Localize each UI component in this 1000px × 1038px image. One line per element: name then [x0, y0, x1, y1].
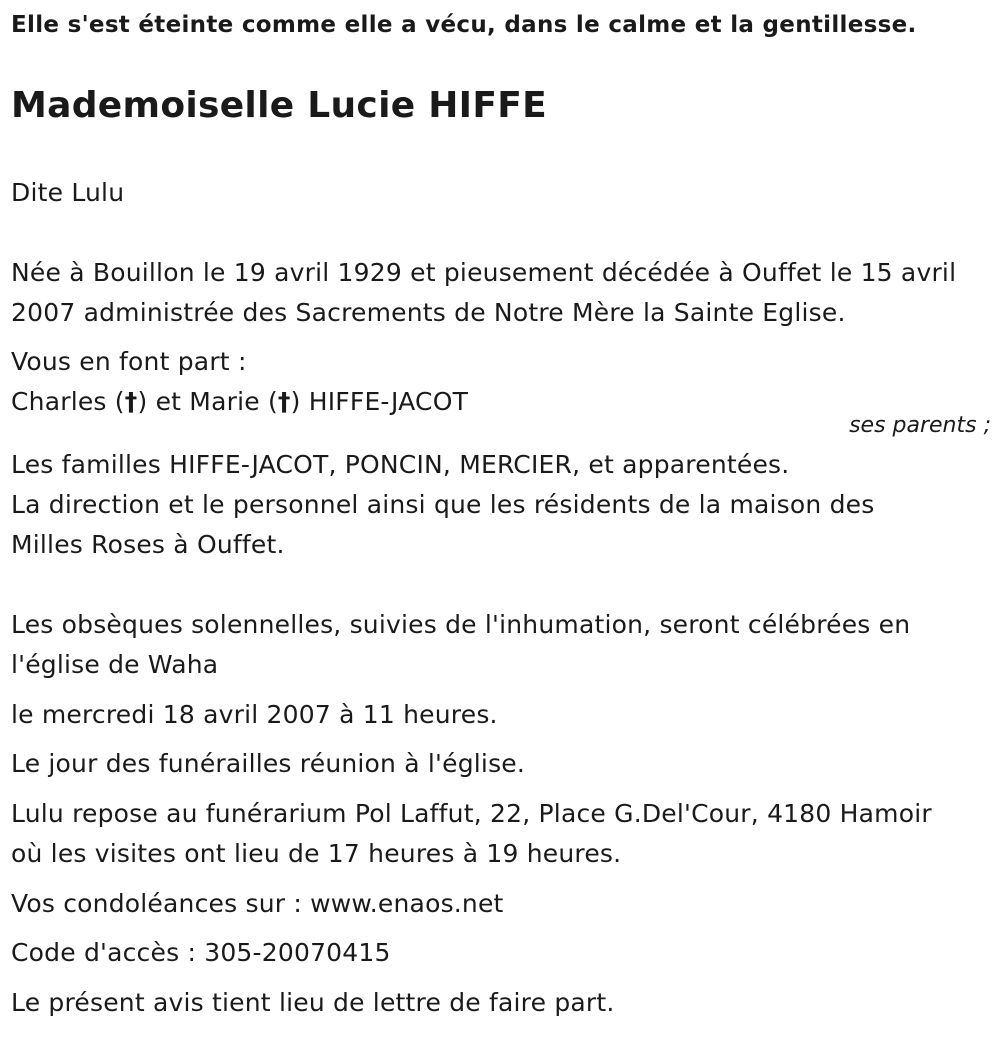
cross-icon: † [124, 387, 138, 416]
direction-line-2: Milles Roses à Ouffet. [11, 530, 285, 559]
access-code: Code d'accès : 305-20070415 [11, 938, 391, 967]
deceased-name: Mademoiselle Lucie HIFFE [11, 85, 548, 126]
direction-line-1: La direction et le personnel ainsi que les résidents de la maison des [11, 490, 875, 519]
announce-intro: Vous en font part : [11, 347, 247, 376]
tagline: Elle s'est éteinte comme elle a vécu, dans le calme et la gentillesse. [11, 12, 917, 38]
nickname: Dite Lulu [11, 178, 125, 207]
families: Les familles HIFFE-JACOT, PONCIN, MERCIER, et apparentées. [11, 450, 790, 479]
funeral-date: le mercredi 18 avril 2007 à 11 heures. [11, 700, 498, 729]
funeral-line-1: Les obsèques solennelles, suivies de l'inhumation, seront célébrées en [11, 610, 911, 639]
funeral-line-2: l'église de Waha [11, 650, 219, 679]
rest-line-1: Lulu repose au funérarium Pol Laffut, 22, Place G.Del'Cour, 4180 Hamoir [11, 799, 932, 828]
parents-between: ) et Marie ( [137, 387, 278, 416]
parents-note: ses parents ; [849, 413, 991, 438]
parents-surname: ) HIFFE-JACOT [290, 387, 469, 416]
cross-icon: † [277, 387, 291, 416]
rest-line-2: où les visites ont lieu de 17 heures à 19 heures. [11, 839, 622, 868]
meeting: Le jour des funérailles réunion à l'église. [11, 749, 526, 778]
condolences: Vos condoléances sur : www.enaos.net [11, 889, 504, 918]
birth-death-line-2: 2007 administrée des Sacrements de Notre Mère la Sainte Eglise. [11, 298, 846, 327]
closing: Le présent avis tient lieu de lettre de faire part. [11, 988, 615, 1017]
parents-father: Charles ( [11, 387, 125, 416]
parents-line [11, 382, 468, 422]
birth-death-line-1: Née à Bouillon le 19 avril 1929 et pieusement décédée à Ouffet le 15 avril [11, 258, 957, 287]
